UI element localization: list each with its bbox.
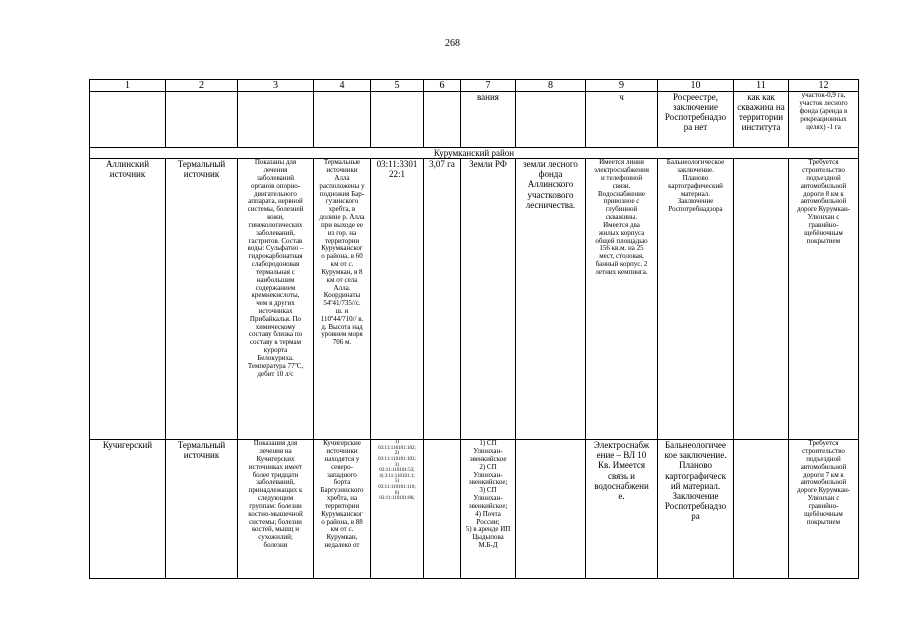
cell-line: дороге Курумкан- — [796, 205, 851, 214]
cell-line: Земли РФ — [469, 159, 507, 170]
cell-line: о района, в 88 — [321, 517, 363, 526]
cell-line: России; — [476, 517, 500, 526]
cell-documents — [658, 159, 734, 440]
cell-area — [424, 159, 461, 440]
cell-line: дебит 10 л/с — [257, 369, 294, 378]
cell-line: Бальнеологичее — [664, 440, 727, 451]
cell-line: М.Б-Д — [478, 541, 498, 550]
region-row — [90, 148, 859, 159]
cell-line: находятся у — [324, 454, 360, 463]
cell-line: 706 м. — [332, 338, 352, 347]
cell-line: банный корпус. 2 — [595, 260, 648, 269]
cell-line: 1) СП — [479, 439, 497, 448]
cell-empty — [371, 92, 424, 148]
cell-line: земли лесного — [523, 159, 578, 170]
cell-line: Аллинского — [527, 179, 574, 190]
cell-line: 54º41/735//с. — [323, 299, 361, 308]
cell-line: источник — [109, 169, 146, 180]
cell-empty — [734, 159, 789, 440]
cell-line: Алла. — [333, 283, 351, 292]
cell-line: двигательного — [254, 189, 297, 198]
cell-line: гравийно- — [808, 220, 839, 229]
col-number: 11 — [734, 80, 789, 92]
cell-text — [586, 92, 658, 148]
cell-line: км от с. — [330, 260, 354, 269]
cell-line: картографический — [668, 181, 723, 190]
cell-line: автомобильной — [800, 197, 847, 206]
cell-line: источники — [326, 166, 358, 175]
col-number: 7 — [461, 80, 516, 92]
cell-line: Роспотребнадзо — [664, 112, 727, 123]
cell-line: Бальнеологическое — [666, 158, 725, 167]
cell-line: 03:11:110101:86; — [379, 496, 415, 502]
cell-line: 1) — [394, 440, 400, 446]
cell-line: гастритов. Состав — [248, 236, 303, 245]
cell-line: глубинной — [605, 205, 638, 214]
cell-line: заболеваний, — [256, 228, 295, 237]
cell-line: болезни — [263, 541, 288, 550]
cell-line: курорта — [263, 346, 288, 355]
cell-line: чем в других — [256, 299, 295, 308]
cell-line: 03:11:110101:53; — [379, 468, 415, 474]
cell-empty — [734, 440, 789, 579]
cell-infrastructure — [586, 159, 658, 440]
cell-line: Кучигерских — [256, 454, 295, 463]
col-number: 4 — [314, 80, 371, 92]
cell-line: ий материал. — [670, 480, 721, 491]
cell-line: картографическ — [665, 470, 726, 481]
cell-line: термальная с — [256, 267, 295, 276]
cell-line: костно-мышечной — [248, 509, 303, 518]
cell-line: подъездной — [806, 173, 841, 182]
cell-line: лесничества. — [525, 199, 576, 210]
cell-line: Имеется два — [603, 220, 640, 229]
cell-line: содержанием — [255, 283, 296, 292]
cell-line: целях) -1 га — [806, 122, 841, 131]
cell-line: воды: Сульфатно – — [247, 244, 304, 253]
cell-location — [314, 159, 371, 440]
cell-line: и телефонной — [600, 173, 643, 182]
cell-line: института — [741, 122, 781, 133]
cell-line: км от села — [326, 275, 358, 284]
cell-line: принадлежащих к — [248, 486, 303, 495]
cell-line: 03:11:110101:102; — [378, 445, 416, 451]
cell-line: Цыдыпова — [472, 533, 504, 542]
cell-indications — [238, 159, 314, 440]
cell-line: дороге Курумкан- — [796, 486, 851, 495]
cell-line: лечения — [263, 166, 288, 175]
cell-line: северо- — [330, 462, 353, 471]
region-title: Курумканский район — [90, 148, 859, 159]
cell-line: Показаны для — [254, 158, 297, 167]
cell-line: расположены у — [319, 181, 365, 190]
cell-line: гузинского — [325, 197, 359, 206]
cell-object-name — [90, 440, 166, 579]
cell-line: подножия Бар- — [319, 189, 365, 198]
col-number: 1 — [90, 80, 166, 92]
cell-line: 4) 3:11:110101:1; — [379, 473, 415, 479]
cell-line: долине р. Алла — [319, 213, 365, 222]
col-number: 2 — [166, 80, 238, 92]
cell-line: 3) СП — [479, 486, 497, 495]
cell-empty — [238, 92, 314, 148]
cell-line: скважина на — [737, 102, 785, 113]
cell-line: Курумкан, — [326, 533, 358, 542]
cell-line: при выходе ее — [321, 220, 363, 229]
cell-land-category — [461, 159, 516, 440]
cell-line: участок-0,9 га, — [801, 91, 846, 100]
cell-line: системы, болезней — [247, 205, 304, 214]
col-number: 3 — [238, 80, 314, 92]
cell-line: щебёночным — [804, 509, 843, 518]
cell-line: Улюнхан- — [473, 494, 503, 503]
cell-line: электроснабжения — [593, 166, 649, 175]
cell-owner — [516, 440, 586, 579]
cell-line: аппарата, нервной — [248, 197, 303, 206]
cell-line: Алла — [334, 173, 350, 182]
cell-line: эвенкийское; — [468, 478, 508, 487]
cell-line: Аллинский — [105, 159, 150, 170]
cell-land-category — [461, 440, 516, 579]
cell-line: источник — [183, 450, 220, 461]
cell-line: автомобильной — [800, 462, 847, 471]
cell-line: Кучигерские — [323, 439, 361, 448]
cell-line: Кв. Имеется — [597, 460, 646, 471]
cell-line: кремнекислоты, — [251, 291, 300, 300]
cell-line: водоснабжени — [594, 480, 649, 491]
cell-cadastral — [371, 159, 424, 440]
cell-line: автомобильной — [800, 181, 847, 190]
cell-line: Заключение — [672, 490, 719, 501]
cell-line: территории — [738, 112, 784, 123]
cell-line: ч — [619, 92, 624, 103]
cell-line: слабородоновая — [251, 260, 300, 269]
cell-line: Курумканског — [321, 244, 363, 253]
cell-line: Белокуриха. — [257, 353, 294, 362]
col-number: 6 — [424, 80, 461, 92]
cell-line: системы; болезни — [249, 517, 302, 526]
cell-line: заболеваний, — [256, 478, 295, 487]
cell-line: Координаты — [323, 291, 361, 300]
cell-line: подъездной — [806, 454, 841, 463]
cell-line: 2) СП — [479, 462, 497, 471]
cell-line: из гор. на — [327, 228, 357, 237]
cell-empty — [90, 92, 166, 148]
continuation-row — [90, 92, 859, 148]
cell-empty — [424, 92, 461, 148]
cell-line: Баргузинского — [320, 486, 364, 495]
cell-infrastructure — [586, 440, 658, 579]
col-number: 10 — [658, 80, 734, 92]
cell-line: источниках — [258, 307, 293, 315]
cell-line: территории — [324, 501, 360, 510]
cell-object-type — [166, 440, 238, 579]
cell-line: Электроснабж — [593, 440, 650, 451]
cell-line: Термальный — [177, 159, 226, 170]
cell-line: покрытием — [806, 236, 841, 245]
cell-line: Росреестре, — [673, 92, 718, 103]
cell-line: рекреационных — [800, 114, 847, 123]
cell-line: Требуется — [808, 439, 839, 448]
cell-line: 03:11:3301 — [376, 159, 418, 170]
cell-line: щебёночным — [804, 228, 843, 237]
cell-line: дороги 8 км к — [803, 189, 844, 198]
cell-line: ение – ВЛ 10 — [596, 450, 647, 461]
cell-line: борта — [333, 478, 351, 487]
cell-line: Курумкан, в 8 — [321, 267, 363, 276]
cell-line: наибольшим — [256, 275, 295, 284]
page-number: 268 — [445, 38, 460, 49]
cell-line: группам: болезни — [249, 501, 302, 510]
col-number: 12 — [789, 80, 859, 92]
cell-line: Требуется — [808, 158, 839, 167]
cell-line: скважины. — [605, 213, 638, 222]
cell-line: ш. и — [335, 307, 349, 315]
column-number-row — [90, 80, 859, 92]
cell-line: е. — [618, 490, 625, 501]
cell-line: 03:11:110101:103; — [378, 457, 416, 463]
cell-line: заболеваний — [257, 173, 294, 182]
cell-line: вания — [477, 92, 499, 103]
table-row — [90, 159, 859, 440]
cell-line: покрытием — [806, 517, 841, 526]
cell-line: Улюнхан- — [473, 447, 503, 456]
cell-line: сухожилий; — [258, 533, 293, 542]
cell-text — [658, 92, 734, 148]
cell-line: мест, столовая, — [599, 252, 644, 261]
cell-line: составу близка по — [248, 330, 303, 339]
cell-area — [424, 440, 461, 579]
cell-line: Планово — [679, 460, 712, 471]
cell-line: Курумканског — [321, 509, 363, 518]
cell-line: Улюнхан с — [807, 494, 840, 503]
cell-line: участкового — [527, 189, 574, 200]
cell-line: участок лесного — [799, 99, 848, 108]
cell-empty — [314, 92, 371, 148]
cell-line: фонда (аренда в — [799, 106, 848, 115]
cell-line: гидрокарбонатная — [248, 252, 303, 261]
cell-line: территории — [324, 236, 360, 245]
cell-line: эвенкийское; — [468, 501, 508, 510]
cell-text — [789, 92, 859, 148]
cell-requirements — [789, 159, 859, 440]
cell-line: 5) — [394, 479, 400, 485]
cell-object-name — [90, 159, 166, 440]
cell-line: 3,07 га — [429, 159, 455, 170]
cell-line: связь и — [608, 470, 635, 481]
cell-text — [734, 92, 789, 148]
cell-line: материал. — [680, 189, 711, 198]
cell-empty — [166, 92, 238, 148]
cell-line: гинекологических — [248, 220, 303, 229]
cell-object-type — [166, 159, 238, 440]
cell-line: Роспотребнадзо — [664, 500, 727, 511]
cell-line: хребта, на — [326, 494, 358, 503]
cell-line: Термальные — [323, 158, 361, 167]
cell-line: 6) — [394, 490, 400, 496]
cell-line: следующим — [257, 494, 294, 503]
cell-line: Термальный — [177, 440, 226, 451]
cell-line: км от с. — [330, 525, 354, 534]
cell-line: Планово — [682, 173, 709, 182]
cell-line: кое заключение. — [664, 450, 727, 461]
cell-line: ра нет — [683, 122, 708, 133]
cell-line: Кучигерский — [102, 440, 153, 451]
col-number: 9 — [586, 80, 658, 92]
cell-line: гравийно- — [808, 501, 839, 510]
cell-line: 3) — [394, 462, 400, 468]
cell-line: 5) в аренде ИП — [465, 525, 511, 534]
cell-line: заключение. — [677, 166, 714, 175]
cell-line: Водоснабжение — [597, 189, 645, 198]
cell-line: автомобильной — [800, 478, 847, 487]
cell-line: заключение — [673, 102, 718, 113]
cell-line: Роспотребнадзора — [668, 205, 723, 214]
cell-cadastral — [371, 440, 424, 579]
cell-line: Температура 77ºС, — [247, 361, 304, 370]
cell-line: как как — [747, 92, 775, 103]
cell-line: Улюнхан с — [807, 213, 840, 222]
cell-line: летних кемпинга. — [595, 267, 648, 276]
cell-line: 03:11:110101:116; — [378, 485, 416, 491]
cell-line: дороги 7 км к — [803, 470, 844, 479]
cell-line: химическому — [255, 322, 296, 331]
cell-line: Прибайкалья. По — [249, 314, 302, 323]
cell-line: ра — [691, 510, 700, 521]
cell-line: составу к термам — [249, 338, 302, 347]
cell-text — [461, 92, 516, 148]
cell-documents — [658, 440, 734, 579]
cell-line: жилых корпуса — [598, 228, 645, 237]
cell-line: о района, в 60 — [321, 252, 363, 261]
cell-line: 2) — [394, 451, 400, 457]
col-number: 5 — [371, 80, 424, 92]
cell-line: костей, мышц и — [251, 525, 299, 534]
cell-line: Заключение — [677, 197, 714, 206]
cell-line: более тридцати — [252, 470, 299, 479]
cell-line: 110º44/710// в. — [320, 314, 364, 323]
cell-line: 4) Почта — [475, 509, 501, 518]
cell-line: западного — [327, 470, 357, 479]
cell-line: источниках имеет — [248, 462, 303, 471]
cell-line: Улюнхан- — [473, 470, 503, 479]
cell-line: строительство — [802, 447, 845, 456]
cell-line: 156 кв.м. на 25 — [599, 244, 644, 253]
col-number: 8 — [516, 80, 586, 92]
cell-line: кожи, — [267, 213, 284, 222]
cell-line: недалеко от — [324, 541, 360, 550]
cell-line: Показания для — [253, 439, 298, 448]
cell-line: источники — [326, 447, 358, 456]
cell-owner — [516, 159, 586, 440]
cell-line: органов опорно- — [250, 181, 301, 190]
cell-empty — [516, 92, 586, 148]
cell-line: общей площадью — [595, 236, 648, 245]
cell-line: Имеется линия — [599, 158, 644, 167]
cell-line: строительство — [802, 166, 845, 175]
cell-line: связи. — [612, 181, 631, 190]
cell-line: хребта, в — [328, 205, 356, 214]
cell-indications — [238, 440, 314, 579]
cell-line: 22:1 — [388, 169, 405, 180]
cell-line: фонда — [538, 169, 563, 180]
sites-table — [89, 79, 859, 579]
cell-line: привозное с — [603, 197, 640, 206]
cell-location — [314, 440, 371, 579]
cell-line: источник — [183, 169, 220, 180]
cell-line: лечения на — [259, 447, 292, 456]
cell-line: д. Высота над — [321, 322, 363, 331]
table-row — [90, 440, 859, 579]
cell-line: эвенкийское — [469, 454, 507, 463]
cell-requirements — [789, 440, 859, 579]
cell-line: уровнем моря — [321, 330, 363, 339]
